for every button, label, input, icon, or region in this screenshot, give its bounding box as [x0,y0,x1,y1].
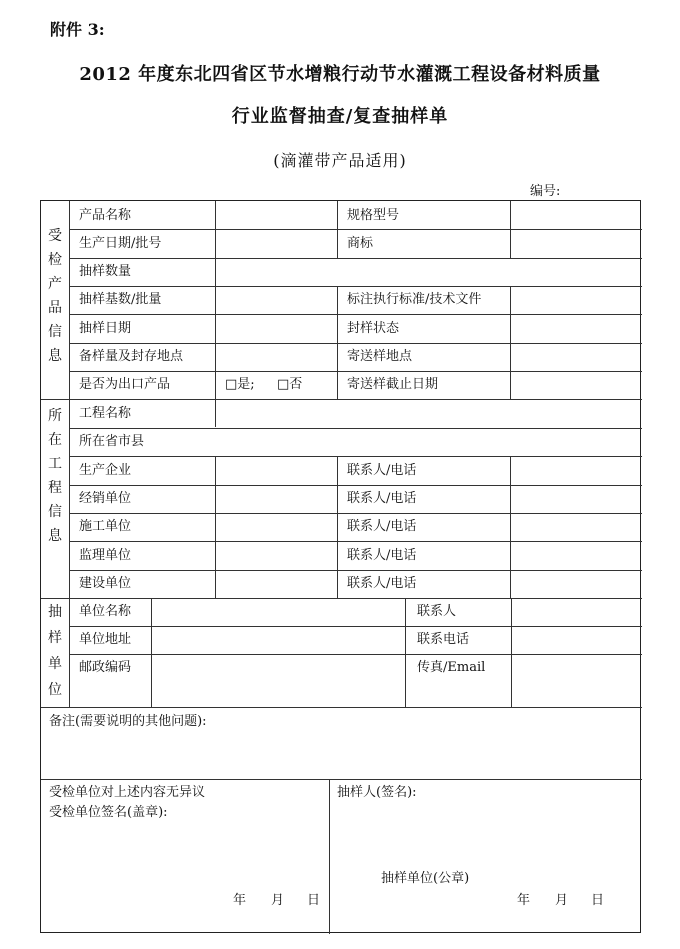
export-yes-checkbox[interactable]: □是; [225,377,255,392]
export-no-checkbox[interactable]: □否 [277,377,303,392]
field-label-contact-5: 联系人/电话 [347,576,417,591]
field-label-standard: 标注执行标准/技术文件 [347,292,482,307]
document-subtitle: (滴灌带产品适用) [273,151,407,170]
right-date-month: 月 [555,893,569,908]
field-label-location: 所在省市县 [79,434,145,449]
section-label-sampling-unit: 抽 样 单 位 [48,604,62,698]
field-label-contact-2: 联系人/电话 [347,491,417,506]
field-label-construction: 施工单位 [79,519,132,534]
sampling-form-table [40,200,641,933]
field-label-manufacturer: 生产企业 [79,463,132,478]
field-label-sample-base: 抽样基数/批量 [79,292,162,307]
serial-number-label: 编号: [530,184,561,199]
attachment-label: 附件 3: [50,20,105,39]
inspected-unit-signature-label: 受检单位签名(盖章): [49,805,168,820]
field-label-spec-model: 规格型号 [347,208,400,223]
left-date-month: 月 [271,893,285,908]
right-date-day: 日 [591,893,605,908]
remarks-label: 备注(需要说明的其他问题): [49,714,207,729]
left-date-day: 日 [307,893,321,908]
field-label-supervision: 监理单位 [79,548,132,563]
left-date-year: 年 [233,893,247,908]
field-label-sampling-date: 抽样日期 [79,321,132,336]
field-label-unit-name: 单位名称 [79,604,132,619]
field-label-postcode: 邮政编码 [79,660,132,675]
field-label-production-date: 生产日期/批号 [79,236,162,251]
right-date-year: 年 [517,893,531,908]
field-label-sample-quantity: 抽样数量 [79,264,132,279]
field-label-contact-4: 联系人/电话 [347,548,417,563]
field-label-contact-phone: 联系电话 [417,632,470,647]
field-label-send-deadline: 寄送样截止日期 [347,377,439,392]
sampling-unit-seal-label: 抽样单位(公章) [381,871,470,886]
document-title: 2012 年度东北四省区节水增粮行动节水灌溉工程设备材料质量 [79,64,601,85]
no-objection-statement: 受检单位对上述内容无异议 [49,785,206,800]
field-label-seal-status: 封样状态 [347,321,400,336]
field-label-product-name: 产品名称 [79,208,132,223]
field-label-project-name: 工程名称 [79,406,132,421]
field-label-contact-person: 联系人 [417,604,457,619]
sampler-signature-label: 抽样人(签名): [337,785,417,800]
field-label-distributor: 经销单位 [79,491,132,506]
section-label-product: 受 检 产 品 信 息 [48,228,62,364]
field-label-trademark: 商标 [347,236,374,251]
field-label-contact-3: 联系人/电话 [347,519,417,534]
field-label-fax-email: 传真/Email [417,660,486,675]
section-label-project: 所 在 工 程 信 息 [48,408,62,544]
document-title-line2: 行业监督抽查/复查抽样单 [231,106,449,127]
field-label-export: 是否为出口产品 [79,377,171,392]
field-label-contact-1: 联系人/电话 [347,463,417,478]
field-label-builder: 建设单位 [79,576,132,591]
field-label-send-location: 寄送样地点 [347,349,413,364]
field-label-unit-address: 单位地址 [79,632,132,647]
field-label-backup-location: 备样量及封存地点 [79,349,184,364]
